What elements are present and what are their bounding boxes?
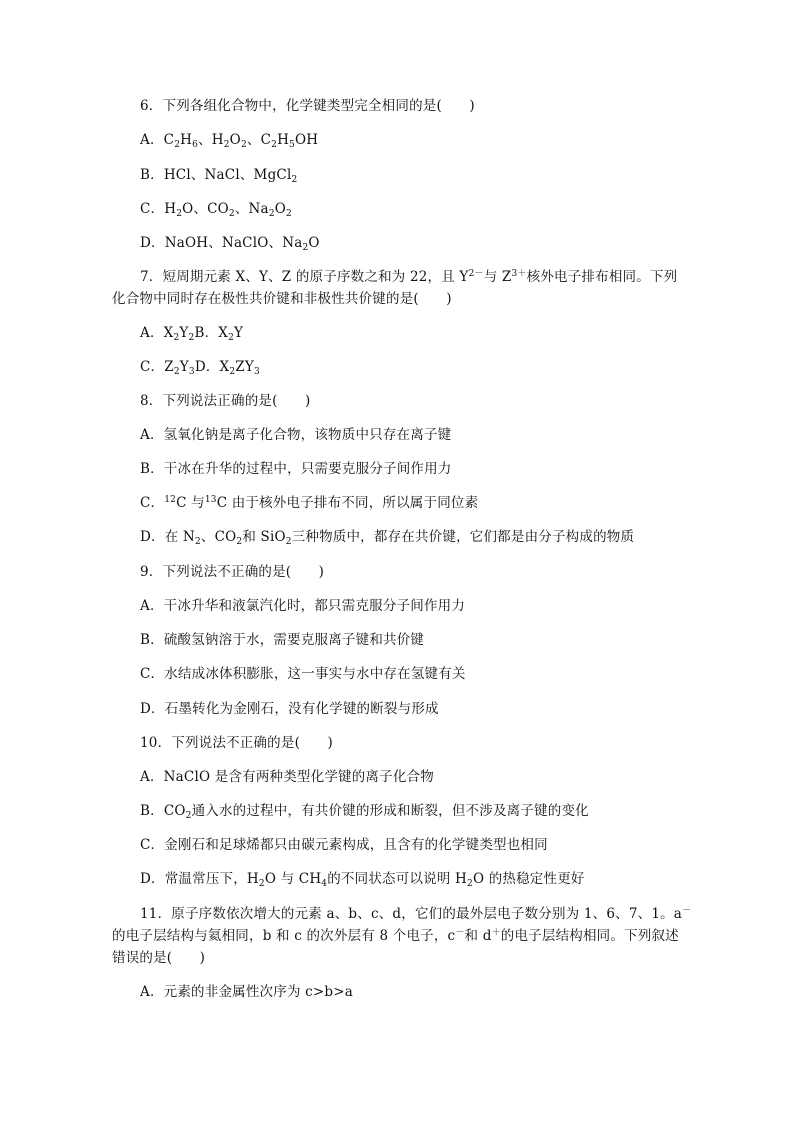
question-9-stem	[140, 562, 324, 582]
text-fragment: 3＋	[511, 269, 527, 279]
text-fragment: 2	[228, 333, 235, 343]
text-fragment: 三种物质中，都存在共价键，它们都是由分子构成的物质	[291, 529, 635, 545]
question-11-stem-line1	[140, 904, 691, 924]
text-fragment: Y	[234, 325, 244, 341]
text-fragment: C．	[140, 495, 165, 511]
text-fragment: A．X	[140, 325, 174, 341]
text-fragment: C．水结成冰体积膨胀，这一事实与水中存在氢键有关	[140, 666, 466, 682]
text-fragment: B．HCl、NaCl、MgCl	[140, 167, 292, 183]
text-fragment: 的电子层结构相同。下列叙述	[500, 928, 679, 944]
text-fragment: 6	[192, 140, 199, 150]
text-fragment: 2	[229, 367, 236, 377]
text-fragment: A．C	[140, 132, 175, 148]
text-fragment: 2－	[468, 269, 484, 279]
text-fragment: 3	[254, 367, 260, 377]
question-6-stem	[140, 96, 475, 116]
text-fragment: 核外电子排布相同。下列	[526, 269, 678, 285]
text-fragment: OH	[294, 132, 319, 148]
text-fragment: A．干冰升华和液氯汽化时，都只需克服分子间作用力	[140, 598, 466, 614]
text-fragment: A．元素的非金属性次序为 c>b>a	[140, 984, 354, 1000]
text-fragment: 通入水的过程中，有共价键的形成和断裂，但不涉及离子键的变化	[191, 803, 589, 819]
text-fragment: 11．原子序数依次增大的元素 a、b、c、d，它们的最外层电子数分别为 1、6、7、1。a	[140, 906, 683, 922]
text-fragment: 、Na	[234, 201, 269, 217]
question-9-option-d	[140, 699, 439, 719]
text-fragment: 2	[268, 209, 275, 219]
text-fragment: 2	[302, 243, 309, 253]
question-6-option-d	[140, 233, 320, 253]
text-fragment: B．CO	[140, 803, 186, 819]
question-10-option-d	[140, 869, 585, 889]
text-fragment: 13	[204, 495, 217, 505]
text-fragment: D．石墨转化为金刚石，没有化学键的断裂与形成	[140, 701, 439, 717]
text-fragment: 3	[188, 367, 195, 377]
question-8-stem	[140, 391, 310, 411]
text-fragment: 2	[185, 811, 192, 821]
text-fragment: 12	[164, 495, 177, 505]
text-fragment: 4	[321, 879, 328, 889]
question-7-options-ab	[140, 323, 243, 343]
text-fragment: 7．短周期元素 X、Y、Z 的原子序数之和为 22，且 Y	[140, 269, 469, 285]
text-fragment: －	[682, 906, 692, 916]
text-fragment: O	[274, 201, 287, 217]
text-fragment: 2	[173, 333, 180, 343]
question-6-text: 6．下列各组化合物中，化学键类型完全相同的是( )	[140, 98, 475, 114]
question-7-options-cd	[140, 357, 260, 377]
text-fragment: 2	[240, 140, 247, 150]
text-fragment: 2	[258, 879, 265, 889]
question-7-stem-line1	[140, 267, 677, 287]
text-fragment: Y	[179, 359, 189, 375]
text-fragment: D．常温常压下，H	[140, 871, 259, 887]
question-10-option-b	[140, 801, 589, 821]
question-11-option-a	[140, 982, 353, 1002]
question-8-option-b	[140, 459, 452, 479]
text-fragment: C 由于核外电子排布不同，所以属于同位素	[216, 495, 479, 511]
text-fragment: B．干冰在升华的过程中，只需要克服分子间作用力	[140, 461, 452, 477]
question-7-stem-line2	[112, 289, 452, 309]
question-9-option-a	[140, 596, 465, 616]
text-fragment: A．氢氧化钠是离子化合物，该物质中只存在离子键	[140, 427, 452, 443]
question-8-option-a	[140, 425, 451, 445]
text-fragment: Y	[179, 325, 189, 341]
text-fragment: 与 Z	[483, 269, 512, 285]
text-fragment: 2	[223, 140, 230, 150]
text-fragment: H	[180, 132, 193, 148]
text-fragment: 10．下列说法不正确的是( )	[140, 735, 333, 751]
text-fragment: 2	[236, 537, 243, 547]
text-fragment: 2	[467, 879, 473, 889]
text-fragment: 2	[194, 537, 201, 547]
text-fragment: O 与 CH	[264, 871, 322, 887]
text-fragment: C．金刚石和足球烯都只由碳元素构成，且含有的化学键类型也相同	[140, 837, 548, 853]
question-10-option-a	[140, 767, 434, 787]
text-fragment: 9．下列说法不正确的是( )	[140, 564, 325, 580]
text-fragment: ＋	[491, 928, 501, 938]
text-fragment: 2	[285, 537, 292, 547]
text-fragment: －	[455, 928, 465, 938]
text-fragment: O 的热稳定性更好	[472, 871, 585, 887]
text-fragment: A．NaClO 是含有两种类型化学键的离子化合物	[140, 769, 434, 785]
text-fragment: 化合物中同时存在极性共价键和非极性共价键的是( )	[112, 291, 452, 307]
question-6-option-c	[140, 199, 292, 219]
text-fragment: C 与	[176, 495, 205, 511]
text-fragment: O	[229, 132, 241, 148]
text-fragment: 2	[291, 175, 298, 185]
text-fragment: B．硫酸氢钠溶于水，需要克服离子键和共价键	[140, 632, 425, 648]
text-fragment: 的不同状态可以说明 H	[327, 871, 467, 887]
question-10-option-c	[140, 835, 548, 855]
text-fragment: B．X	[194, 325, 229, 341]
text-fragment: 5	[289, 140, 295, 150]
text-fragment: C．Z	[140, 359, 174, 375]
text-fragment: 2	[174, 140, 181, 150]
text-fragment: 、C	[246, 132, 272, 148]
text-fragment: 2	[176, 209, 183, 219]
question-9-option-c	[140, 664, 466, 684]
text-fragment: O	[308, 235, 320, 251]
text-fragment: 8．下列说法正确的是( )	[140, 393, 311, 409]
text-fragment: D．X	[194, 359, 230, 375]
text-fragment: O、CO	[182, 201, 229, 217]
question-6-option-a	[140, 130, 318, 150]
question-8-option-d	[140, 527, 634, 547]
text-fragment: 2	[173, 367, 180, 377]
question-8-option-c	[140, 493, 478, 513]
text-fragment: D．在 N	[140, 529, 195, 545]
question-10-stem	[140, 733, 333, 753]
text-fragment: 、H	[198, 132, 224, 148]
text-fragment: 、CO	[200, 529, 237, 545]
text-fragment: C．H	[140, 201, 177, 217]
text-fragment: ZY	[235, 359, 254, 375]
text-fragment: 2	[271, 140, 278, 150]
question-11-stem-line3	[112, 948, 205, 968]
text-fragment: 2	[286, 209, 292, 219]
text-fragment: D．NaOH、NaClO、Na	[140, 235, 303, 251]
text-fragment: 错误的是( )	[112, 950, 206, 966]
text-fragment: H	[277, 132, 290, 148]
text-fragment: 2	[188, 333, 195, 343]
question-6-option-b	[140, 165, 297, 185]
text-fragment: 的电子层结构与氦相同，b 和 c 的次外层有 8 个电子，c	[112, 928, 456, 944]
text-fragment: 和 SiO	[242, 529, 286, 545]
question-9-option-b	[140, 630, 424, 650]
text-fragment: 和 d	[464, 928, 492, 944]
question-11-stem-line2	[112, 926, 679, 946]
text-fragment: 2	[228, 209, 235, 219]
